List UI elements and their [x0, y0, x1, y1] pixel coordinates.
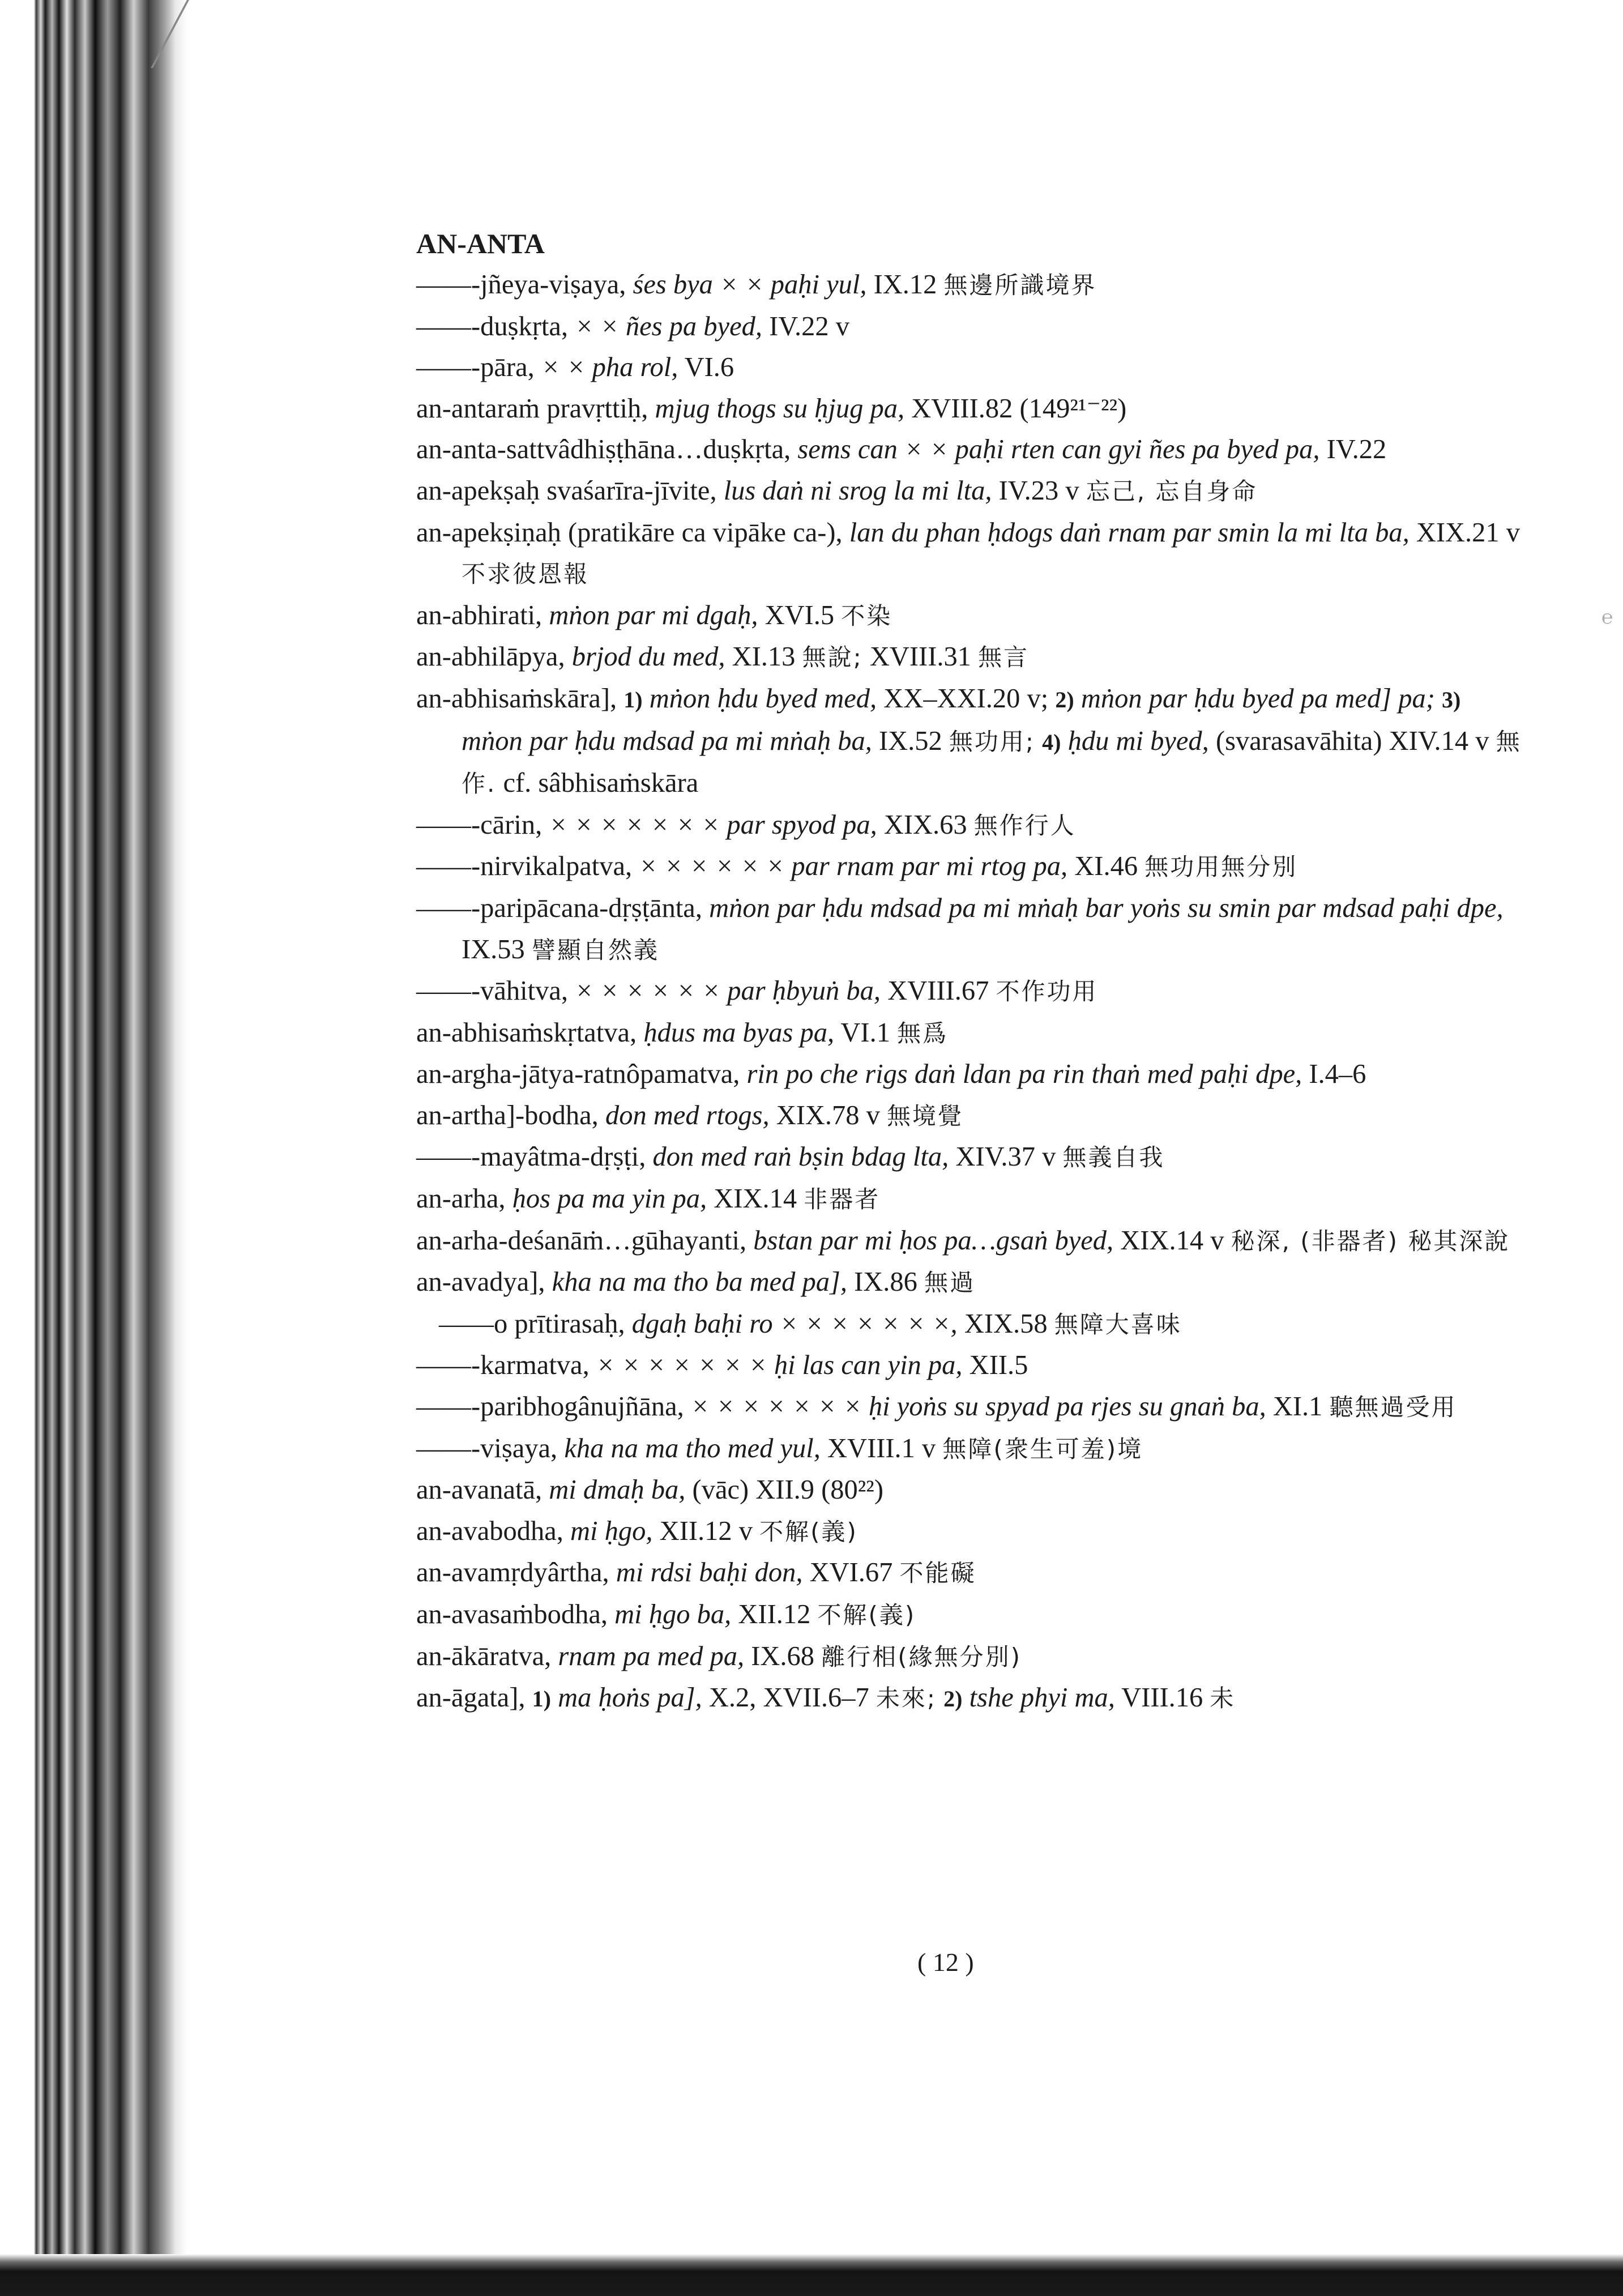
- entry-chinese: 未來;: [875, 1684, 937, 1713]
- entry-tibetan: × × × × × × × par spyod pa,: [549, 809, 877, 840]
- entry-chinese: 不染: [841, 601, 892, 630]
- dictionary-page: [416, 224, 1526, 1720]
- entry-reference: IV.22 v: [769, 311, 850, 342]
- entry-anabhilapya: [416, 637, 1526, 678]
- entry-paripacana-drstanta: [416, 888, 1526, 971]
- entry-term: an-artha]-bodha,: [416, 1100, 599, 1130]
- entry-tibetan: śes bya × × paḥi yul,: [633, 270, 867, 300]
- entry-chinese: 無爲: [897, 1019, 949, 1047]
- entry-chinese: 秘深, (非器者) 秘其深說: [1231, 1227, 1510, 1255]
- entry-tibetan-3: mṅon par ḥdu mdsad pa mi mṅaḥ ba,: [462, 725, 872, 756]
- entry-reference: IX.68: [751, 1641, 815, 1671]
- entry-tibetan: × × × × × × × ḥi las can yin pa,: [596, 1350, 963, 1381]
- entry-reference: XI.13: [732, 642, 796, 672]
- entry-tibetan: kha na ma tho med yul,: [564, 1433, 821, 1463]
- entry-reference: XII.12 v: [659, 1516, 753, 1546]
- entry-tibetan: rin po che rigs daṅ ldan pa rin thaṅ med paḥi dpe,: [746, 1059, 1302, 1090]
- scan-bottom-edge: [0, 2254, 1623, 2296]
- entry-chinese: 忘己, 忘自身命: [1086, 477, 1258, 505]
- entry-term: an-abhilāpya,: [416, 642, 565, 672]
- entry-reference: XIX.78 v: [776, 1100, 880, 1130]
- entry-anavasambodha: [416, 1594, 1526, 1636]
- entry-tibetan: × × × × × × par rnam par mi rtog pa,: [639, 851, 1068, 882]
- entry-reference: XIX.63: [883, 809, 967, 840]
- entry-reference: XVIII.1 v: [827, 1433, 936, 1463]
- entry-chinese-4: 無作.: [462, 727, 1522, 798]
- entry-reference: X.2, XVII.6–7: [708, 1683, 869, 1713]
- entry-chinese-2: 無言: [978, 643, 1030, 672]
- entry-term: an-abhisaṁskṛtatva,: [416, 1017, 637, 1048]
- entry-tibetan: ḥdus ma byas pa,: [643, 1017, 835, 1048]
- entry-reference: VI.6: [684, 352, 734, 383]
- entry-tibetan: brjod du med,: [571, 642, 725, 672]
- entry-term: ——-paripācana-dṛṣṭānta,: [416, 893, 702, 923]
- entry-chinese: 無障大喜味: [1054, 1310, 1182, 1338]
- entry-term: an-avabodha,: [416, 1516, 563, 1546]
- entry-reference: IX.86: [854, 1267, 917, 1298]
- entry-reference-2: XVIII.31: [869, 642, 971, 672]
- entry-carin: [416, 805, 1526, 847]
- entry-term: an-avasaṁbodha,: [416, 1599, 608, 1629]
- entry-anarha: [416, 1179, 1526, 1220]
- entry-anarha-desanam: [416, 1220, 1526, 1262]
- entry-term: an-avanatā,: [416, 1475, 543, 1505]
- entry-reference: IX.53: [462, 934, 525, 965]
- entry-reference-2: VIII.16: [1121, 1683, 1203, 1713]
- entry-tibetan: rnam pa med pa,: [558, 1641, 745, 1671]
- entry-anakaratva: [416, 1636, 1526, 1678]
- entry-reference: XIX.14 v: [1120, 1225, 1224, 1256]
- entry-tibetan: kha na ma tho ba med pa],: [552, 1267, 847, 1298]
- entry-tibetan: sems can × × paḥi rten can gyi ñes pa byed pa,: [797, 434, 1320, 465]
- entry-term: an-ākāratva,: [416, 1641, 552, 1671]
- entry-term: an-āgata],: [416, 1683, 526, 1713]
- entry-term: an-anta-sattvâdhiṣṭhāna…duṣkṛta,: [416, 434, 791, 465]
- entry-tibetan-2: tshe phyi ma,: [969, 1683, 1115, 1713]
- entry-tibetan: × × pha rol,: [541, 352, 678, 383]
- entry-anagata: [416, 1678, 1526, 1720]
- entry-chinese: 離行相(緣無分別): [821, 1642, 1022, 1671]
- entry-tibetan: dgaḥ baḥi ro × × × × × × ×,: [631, 1308, 958, 1339]
- entry-crossref: cf. sâbhisaṁskāra: [503, 768, 699, 799]
- entry-tibetan: bstan par mi ḥos pa…gsaṅ byed,: [753, 1225, 1114, 1256]
- entry-anantaram-pravrttih: [416, 389, 1526, 430]
- entry-visaya: [416, 1428, 1526, 1470]
- entry-term: an-abhisaṁskāra],: [416, 683, 617, 714]
- entry-term: ——-karmatva,: [416, 1350, 590, 1381]
- entry-anabhisamskara: [416, 678, 1526, 805]
- entry-anabhisamskrtatva: [416, 1013, 1526, 1055]
- entry-term: an-antaraṁ pravṛttiḥ,: [416, 393, 648, 424]
- entry-karmatva: [416, 1345, 1526, 1386]
- entry-term: an-abhirati,: [416, 600, 543, 630]
- entry-chinese: 無障(衆生可羞)境: [942, 1435, 1143, 1463]
- entry-tibetan: don med raṅ bṣin bdag lta,: [652, 1142, 949, 1172]
- entry-nirvikalpatva: [416, 846, 1526, 888]
- entry-reference: XI.1: [1272, 1392, 1323, 1422]
- entry-tibetan: mi dmaḥ ba,: [549, 1475, 686, 1505]
- entry-reference: IX.12: [873, 270, 937, 300]
- entry-term: ——-cārin,: [416, 809, 543, 840]
- entry-tibetan: mṅon par ḥdu mdsad pa mi mṅaḥ bar yoṅs su smin par mdsad paḥi dpe,: [709, 893, 1504, 923]
- entry-pritirasah: [416, 1304, 1526, 1346]
- entry-anartha-bodha: [416, 1095, 1526, 1137]
- entry-term: an-arha,: [416, 1184, 506, 1214]
- entry-term: an-arha-deśanāṁ…gūhayanti,: [416, 1225, 747, 1256]
- entry-chinese: 不作功用: [996, 978, 1098, 1006]
- book-spine-binding: [0, 0, 187, 2296]
- entry-reference: I.4–6: [1309, 1059, 1366, 1090]
- entry-reference: VI.1: [840, 1017, 890, 1048]
- entry-reference: XI.46: [1074, 851, 1138, 882]
- entry-reference: XX–XXI.20 v;: [883, 683, 1049, 714]
- entry-term: an-apekṣiṇaḥ (pratikāre ca vipāke ca-),: [416, 517, 843, 548]
- entry-tibetan: mi rdsi baḥi don,: [616, 1557, 803, 1588]
- entry-tibetan: mjug thogs su ḥjug pa,: [655, 393, 905, 424]
- sense-number: 1): [532, 1686, 551, 1712]
- entry-reference: XIX.58: [964, 1308, 1048, 1339]
- entry-reference-4: (svarasavāhita) XIV.14 v: [1215, 725, 1489, 756]
- entry-term: ——-viṣaya,: [416, 1433, 558, 1463]
- sense-number: 2): [943, 1686, 963, 1712]
- margin-mark: ℮: [1601, 607, 1613, 628]
- entry-tibetan: ma ḥoṅs pa],: [558, 1683, 702, 1713]
- entry-reference-3: IX.52: [878, 725, 942, 756]
- entry-chinese: 非器者: [804, 1185, 881, 1214]
- entry-tibetan: lan du phan ḥdogs daṅ rnam par smin la mi lta ba,: [849, 517, 1410, 548]
- entry-anavamrdyartha: [416, 1552, 1526, 1594]
- entry-vahitva: [416, 971, 1526, 1013]
- entry-tibetan: ḥos pa ma yin pa,: [512, 1184, 707, 1214]
- entry-reference: XIV.37 v: [955, 1142, 1056, 1172]
- entry-anapeksinah: [416, 513, 1526, 595]
- entry-reference: XVIII.67: [887, 976, 989, 1006]
- sense-number: 2): [1055, 686, 1074, 712]
- entry-tibetan: mṅon ḥdu byed med,: [649, 683, 877, 714]
- entry-term: an-apekṣaḥ svaśarīra-jīvite,: [416, 475, 717, 506]
- entry-term: ——-jñeya-viṣaya,: [416, 270, 626, 300]
- entry-chinese: 不求彼恩報: [462, 560, 590, 588]
- entry-paribhoganujnana: [416, 1386, 1526, 1428]
- entry-term: ——-pāra,: [416, 352, 535, 383]
- entry-tibetan: mi ḥgo ba,: [614, 1599, 732, 1629]
- entry-chinese: 無邊所識境界: [943, 271, 1097, 299]
- entry-term: ——o prītirasaḥ,: [439, 1308, 625, 1339]
- entry-chinese: 不解(義): [759, 1517, 858, 1546]
- entry-chinese: 無義自我: [1062, 1143, 1165, 1172]
- entry-reference: (vāc) XII.9 (80²²): [692, 1475, 883, 1505]
- entry-term: ——-duṣkṛta,: [416, 311, 569, 342]
- entry-reference: IV.23 v: [998, 475, 1079, 506]
- entry-reference: XVIII.82 (149²¹⁻²²): [911, 393, 1127, 424]
- entry-chinese: 譬顯自然義: [531, 936, 659, 964]
- entry-chinese: 不解(義): [817, 1601, 916, 1629]
- entry-tibetan: don med rtogs,: [605, 1100, 770, 1130]
- entry-term: ——-mayâtma-dṛṣṭi,: [416, 1142, 646, 1172]
- entry-reference: IV.22: [1326, 434, 1387, 465]
- entry-anavadya: [416, 1262, 1526, 1304]
- entry-jneya-visaya: [416, 264, 1526, 306]
- sense-number: 3): [1441, 686, 1461, 712]
- entry-tibetan: × × ñes pa byed,: [575, 311, 762, 342]
- entry-mayatma-drsti: [416, 1137, 1526, 1179]
- entry-chinese-2: 未: [1210, 1684, 1236, 1713]
- entry-reference: XIX.21 v: [1416, 517, 1521, 548]
- entry-duskrta: [416, 306, 1526, 348]
- entry-tibetan-4: ḥdu mi byed,: [1067, 725, 1209, 756]
- entry-term: an-avadya],: [416, 1267, 545, 1298]
- entry-anavabodha: [416, 1511, 1526, 1553]
- entry-chinese: 無功用無分別: [1144, 853, 1298, 881]
- entry-term: ——-nirvikalpatva,: [416, 851, 633, 882]
- entry-tibetan: mṅon par mi dgaḥ,: [549, 600, 758, 630]
- sense-number: 1): [623, 686, 643, 712]
- entry-tibetan: mi ḥgo,: [570, 1516, 653, 1546]
- entry-chinese: 無過: [924, 1269, 976, 1297]
- sense-number: 4): [1042, 729, 1061, 755]
- entry-reference: XVI.5: [764, 600, 835, 630]
- entry-para: [416, 347, 1526, 389]
- entry-tibetan: × × × × × × par ḥbyuṅ ba,: [575, 976, 881, 1006]
- entry-reference: XII.12: [738, 1599, 811, 1629]
- entry-chinese: 無說;: [802, 643, 863, 672]
- entry-chinese-3: 無功用;: [949, 727, 1036, 756]
- entry-anavanata: [416, 1470, 1526, 1511]
- entry-reference: XVI.67: [809, 1557, 893, 1588]
- entry-chinese: 無作行人: [973, 811, 1076, 839]
- entry-anabhirati: [416, 595, 1526, 637]
- entry-tibetan: × × × × × × × ḥi yoṅs su spyad pa rjes su gnaṅ ba,: [690, 1392, 1266, 1422]
- entry-tibetan-2: mṅon par ḥdu byed pa med] pa;: [1080, 683, 1435, 714]
- entry-chinese: 不能礙: [899, 1559, 976, 1587]
- entry-tibetan: lus daṅ ni srog la mi lta,: [723, 475, 992, 506]
- page-number: ( 12 ): [917, 1948, 974, 1977]
- entry-ananta-sattvadhisthana: [416, 429, 1526, 471]
- entry-term: ——-vāhitva,: [416, 976, 569, 1006]
- entry-term: ——-paribhogânujñāna,: [416, 1392, 684, 1422]
- entry-reference: XII.5: [969, 1350, 1028, 1381]
- page-heading: AN-ANTA: [416, 228, 545, 259]
- entry-term: an-avamṛdyârtha,: [416, 1557, 609, 1588]
- entry-chinese: 聽無過受用: [1329, 1393, 1457, 1422]
- entry-anapeksah: [416, 471, 1526, 513]
- entry-anargha-jatya-ratnopamatva: [416, 1054, 1526, 1095]
- entry-reference: XIX.14: [714, 1184, 797, 1214]
- entry-term: an-argha-jātya-ratnôpamatva,: [416, 1059, 740, 1090]
- entry-chinese: 無境覺: [887, 1102, 964, 1130]
